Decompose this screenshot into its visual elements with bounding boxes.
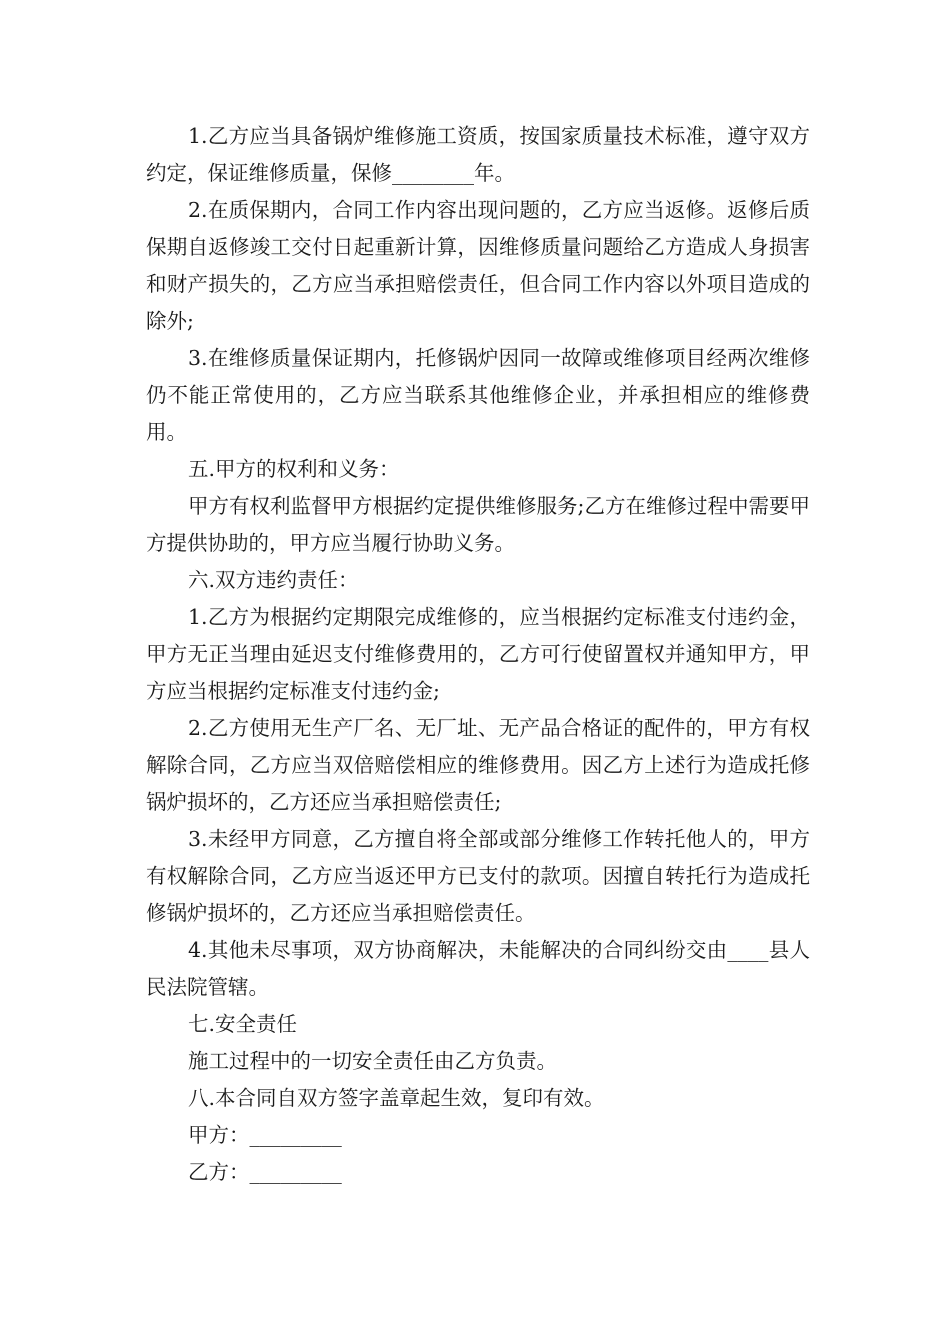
- section-heading-breach-liability: 六.双方违约责任：: [188, 568, 359, 592]
- section-heading-party-a-rights: 五.甲方的权利和义务：: [188, 457, 400, 481]
- clause-breach-delay: 1.乙方为根据约定期限完成维修的，应当根据约定标准支付违约金，甲方无正当理由延迟支付维修费用的，乙方可行使留置权并通知甲方，甲方应当根据约定标准支付违约金;: [146, 605, 810, 703]
- clause-safety: 施工过程中的一切安全责任由乙方负责。: [188, 1049, 557, 1073]
- document-page: [146, 118, 810, 1191]
- clause-party-a-rights: 甲方有权利监督甲方根据约定提供维修服务;乙方在维修过程中需要甲方提供协助的，甲方应当履行协助义务。: [146, 494, 810, 555]
- signature-party-b: 乙方：_________: [188, 1160, 342, 1184]
- signature-party-a: 甲方：_________: [188, 1123, 342, 1147]
- clause-breach-parts: 2.乙方使用无生产厂名、无厂址、无产品合格证的配件的，甲方有权解除合同，乙方应当双倍赔偿相应的维修费用。因乙方上述行为造成托修锅炉损坏的，乙方还应当承担赔偿责任;: [146, 716, 810, 814]
- clause-warranty-repeat-failure: 3.在维修质量保证期内，托修锅炉因同一故障或维修项目经两次维修仍不能正常使用的，乙方应当联系其他维修企业，并承担相应的维修费用。: [146, 346, 810, 444]
- section-heading-safety: 七.安全责任: [188, 1012, 298, 1036]
- clause-warranty-qualification: 1.乙方应当具备锅炉维修施工资质，按国家质量技术标准，遵守双方约定，保证维修质量，保修________年。: [146, 124, 810, 185]
- clause-warranty-repair: 2.在质保期内，合同工作内容出现问题的，乙方应当返修。返修后质保期自返修竣工交付日起重新计算，因维修质量问题给乙方造成人身损害和财产损失的，乙方应当承担赔偿责任，但合同工作内容以外项目造成的除外;: [146, 198, 810, 333]
- clause-dispute-resolution: 4.其他未尽事项，双方协商解决，未能解决的合同纠纷交由____县人民法院管辖。: [146, 938, 810, 999]
- clause-effective: 八.本合同自双方签字盖章起生效，复印有效。: [188, 1086, 605, 1110]
- clause-breach-subcontract: 3.未经甲方同意，乙方擅自将全部或部分维修工作转托他人的，甲方有权解除合同，乙方应当返还甲方已支付的款项。因擅自转托行为造成托修锅炉损坏的，乙方还应当承担赔偿责任。: [146, 827, 810, 925]
